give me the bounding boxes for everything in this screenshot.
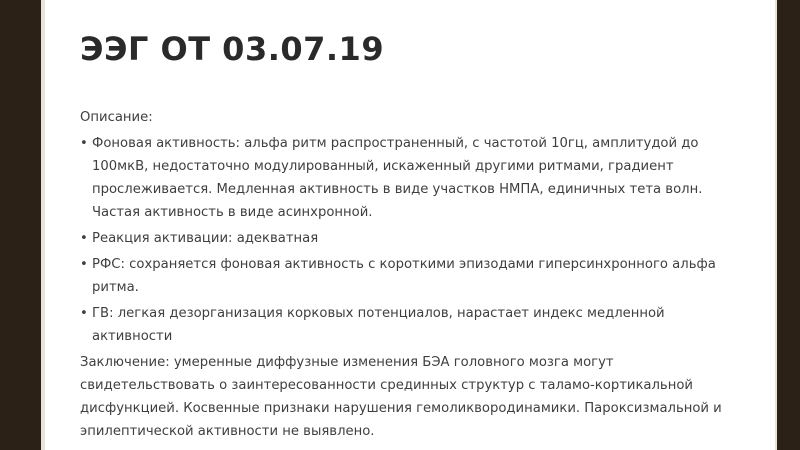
slide-title: ЭЭГ ОТ 03.07.19 — [80, 30, 385, 68]
right-decorative-band — [777, 0, 800, 450]
bullet-icon: • — [80, 257, 88, 272]
description-label: Описание: — [80, 110, 153, 125]
bullet-icon: • — [80, 136, 88, 151]
left-decorative-band — [0, 0, 41, 450]
left-decorative-strip — [41, 0, 45, 450]
findings-list — [80, 132, 748, 348]
list-item-text: РФС: сохраняется фоновая активность с короткими эпизодами гиперсинхронного альфа ритма. — [92, 257, 716, 295]
bullet-icon: • — [80, 306, 88, 321]
slide-content — [80, 106, 748, 443]
conclusion-text: Заключение: умеренные диффузные изменения БЭА головного мозга могут свидетельствовать о заинтересованности срединных структур с таламо-кортикальной дисфункцией. Косвенные признаки нарушения гемоликвородинамики. Пароксизмальной и эпилептической активности не выявлено. — [80, 355, 722, 439]
list-item — [80, 227, 748, 250]
bullet-icon: • — [80, 231, 88, 246]
list-item — [80, 253, 748, 299]
list-item — [80, 302, 748, 348]
list-item-text: Фоновая активность: альфа ритм распространенный, с частотой 10гц, амплитудой до 100мкВ, недостаточно модулированный, искаженный другими ритмами, градиент прослеживается. Медленная активность в виде участков НМПА, единичных тета волн. Частая активность в виде асинхронной. — [92, 136, 703, 220]
list-item — [80, 132, 748, 224]
list-item-text: ГВ: легкая дезорганизация корковых потенциалов, нарастает индекс медленной активности — [92, 306, 665, 344]
list-item-text: Реакция активации: адекватная — [92, 231, 319, 246]
